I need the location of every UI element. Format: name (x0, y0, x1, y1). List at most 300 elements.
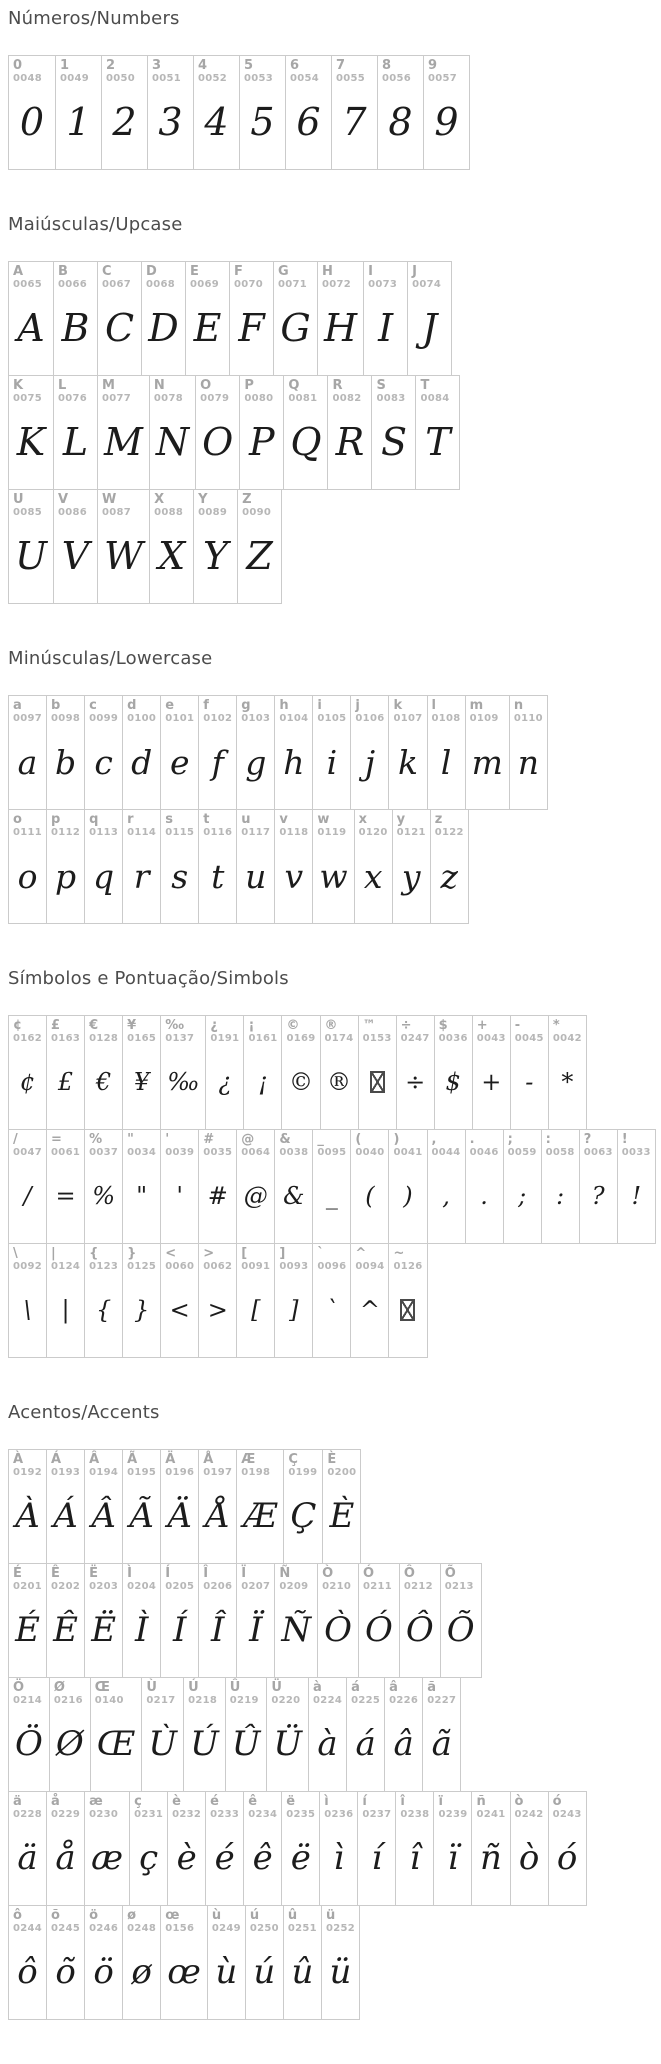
char-glyph-area (275, 839, 312, 923)
char-cell-label: Â (89, 1452, 100, 1467)
char-glyph-area (466, 725, 509, 809)
char-cell-code: 0241 (476, 1809, 506, 1820)
char-glyph-area (542, 1159, 579, 1243)
char-cell-label: É (13, 1566, 22, 1581)
char-cell-head (98, 376, 149, 405)
char-cell-head (161, 1906, 207, 1935)
char-cell-head (123, 1564, 160, 1593)
char-cell (9, 696, 46, 809)
char-cell-head (313, 1130, 350, 1159)
char-glyph: Ê (53, 1610, 78, 1650)
char-cell (49, 1678, 90, 1791)
char-glyph: S (380, 420, 407, 464)
char-cell-code: 0115 (165, 827, 195, 838)
char-cell-label: m (469, 698, 484, 713)
char-cell-code: 0121 (396, 827, 426, 838)
char-cell-label: Ñ (279, 1566, 291, 1581)
char-glyph: ï (447, 1838, 459, 1878)
char-cell-label: £ (51, 1018, 61, 1033)
char-cell (46, 1564, 84, 1677)
char-cell (46, 1244, 84, 1357)
char-cell-head (441, 1564, 481, 1593)
char-cell-head (54, 262, 97, 291)
char-glyph: ¥ (134, 1068, 150, 1096)
char-cell-label: ò (514, 1794, 524, 1809)
char-cell-head (85, 696, 122, 725)
char-glyph-area (416, 405, 459, 489)
char-cell-code: 0246 (89, 1923, 119, 1934)
char-glyph-area (397, 1045, 434, 1129)
char-glyph-area (385, 1707, 422, 1791)
char-cell-label: s (165, 812, 173, 827)
char-cell (84, 1130, 122, 1243)
char-glyph-area (313, 1273, 350, 1357)
char-cell (167, 1792, 205, 1905)
char-glyph-area (423, 1707, 460, 1791)
char-cell-label: v (279, 812, 288, 827)
char-glyph-area (372, 405, 415, 489)
char-cell-label: Z (242, 492, 252, 507)
char-glyph: 8 (388, 100, 413, 144)
char-cell (198, 1130, 236, 1243)
char-cell (358, 1016, 396, 1129)
char-cell-label: w (317, 812, 330, 827)
section-rows (8, 1015, 661, 1358)
char-glyph-area (9, 1479, 46, 1563)
char-cell-label: i (317, 698, 322, 713)
char-glyph: q (93, 856, 115, 896)
char-glyph-area (364, 291, 407, 375)
char-cell-label: f (203, 698, 209, 713)
char-cell (46, 1792, 84, 1905)
char-glyph-area (206, 1045, 243, 1129)
char-cell-head (85, 1016, 122, 1045)
char-cell-code: 0057 (428, 73, 458, 84)
char-cell-head (9, 262, 53, 291)
char-glyph: ( (365, 1182, 375, 1210)
char-glyph: ; (518, 1182, 527, 1210)
char-cell-label: # (203, 1132, 215, 1147)
char-cell-label: À (13, 1452, 24, 1467)
char-cell-head (102, 56, 147, 85)
char-glyph: Q (290, 420, 322, 464)
char-glyph-area (359, 1045, 396, 1129)
char-cell (320, 1016, 358, 1129)
char-glyph: Ø (55, 1724, 84, 1764)
char-cell-code: 0062 (203, 1261, 233, 1272)
char-cell-head (372, 376, 415, 405)
char-glyph-area (85, 1273, 122, 1357)
char-glyph: @ (243, 1182, 268, 1210)
char-cell-label: . (469, 1132, 475, 1147)
char-cell (407, 262, 451, 375)
char-cell-label: Õ (444, 1566, 456, 1581)
char-cell (472, 1016, 510, 1129)
charmap-row (8, 1905, 360, 2020)
char-cell (9, 376, 53, 489)
char-glyph-area (184, 1707, 225, 1791)
char-glyph-area (47, 1273, 84, 1357)
char-cell-head (237, 1130, 274, 1159)
char-glyph-area (161, 1935, 207, 2019)
char-cell-code: 0197 (203, 1467, 233, 1478)
char-glyph-area (351, 1159, 388, 1243)
char-cell-head (196, 376, 239, 405)
char-cell-label: > (203, 1246, 215, 1261)
char-cell (357, 1792, 395, 1905)
char-cell (236, 1130, 274, 1243)
char-cell-label: í (362, 1794, 367, 1809)
char-glyph: ì (333, 1838, 345, 1878)
char-glyph-area (9, 1707, 49, 1791)
char-cell-head (161, 1244, 198, 1273)
char-cell-label: ù (211, 1908, 222, 1923)
char-glyph: " (136, 1182, 148, 1210)
char-glyph: Ù (148, 1724, 178, 1764)
char-cell-code: 0156 (165, 1923, 195, 1934)
char-glyph: W (104, 534, 144, 578)
char-glyph: G (280, 306, 311, 350)
char-cell-code: 0122 (434, 827, 464, 838)
char-cell-head (549, 1792, 586, 1821)
char-cell-head (142, 1678, 183, 1707)
char-glyph-area (199, 1159, 236, 1243)
char-cell-label: D (146, 264, 157, 279)
char-glyph-area (393, 839, 430, 923)
char-cell-code: 0238 (400, 1809, 430, 1820)
char-glyph-area (85, 1821, 129, 1905)
char-cell-code: 0104 (279, 713, 309, 724)
char-glyph-area (351, 725, 388, 809)
char-glyph-area (511, 1821, 548, 1905)
char-cell-label: ì (324, 1794, 329, 1809)
char-glyph: ó (556, 1838, 578, 1878)
char-glyph: / (23, 1182, 32, 1210)
char-cell (509, 696, 547, 809)
char-cell-label: ¡ (248, 1018, 255, 1033)
char-cell-label: Û (229, 1680, 241, 1695)
missing-glyph-icon (370, 1071, 385, 1093)
char-glyph-area (237, 1159, 274, 1243)
char-glyph: £ (57, 1068, 74, 1096)
char-cell-code: 0251 (287, 1923, 317, 1934)
char-glyph-area (267, 1707, 308, 1791)
char-cell-head (206, 1792, 243, 1821)
char-cell (101, 56, 147, 169)
char-cell-head (313, 696, 350, 725)
char-glyph-area (85, 725, 122, 809)
char-cell (317, 262, 363, 375)
char-cell-head (618, 1130, 655, 1159)
charmap-row (8, 375, 460, 490)
char-cell (97, 490, 149, 603)
char-cell-code: 0033 (621, 1147, 651, 1158)
char-glyph: ë (290, 1838, 311, 1878)
char-glyph: b (55, 742, 77, 782)
char-cell-label: t (203, 812, 210, 827)
char-cell (198, 1564, 236, 1677)
char-cell-code: 0063 (583, 1147, 613, 1158)
char-cell (312, 1244, 350, 1357)
char-cell-head (199, 1450, 236, 1479)
char-cell (46, 1016, 84, 1129)
char-cell-head (47, 1792, 84, 1821)
char-cell-head (150, 490, 193, 519)
char-glyph: Ã (129, 1496, 154, 1536)
char-cell-head (199, 1564, 236, 1593)
char-glyph-area (323, 1479, 360, 1563)
char-cell-label: Ü (271, 1680, 282, 1695)
char-cell-head (284, 1450, 322, 1479)
char-cell-code: 0210 (322, 1581, 352, 1592)
char-cell (198, 1450, 236, 1563)
char-glyph-area (313, 839, 353, 923)
char-cell-code: 0065 (13, 279, 43, 290)
char-glyph: j (364, 742, 376, 782)
char-glyph-area (148, 85, 193, 169)
char-glyph-area (9, 291, 53, 375)
char-glyph-area (98, 291, 141, 375)
char-cell-head (351, 1244, 388, 1273)
char-cell-label: K (13, 378, 24, 393)
char-cell-head (275, 1244, 312, 1273)
char-cell-code: 0235 (286, 1809, 316, 1820)
char-cell-code: 0055 (336, 73, 366, 84)
char-glyph: á (355, 1724, 376, 1764)
char-cell-code: 0083 (376, 393, 406, 404)
char-cell-label: Ù (146, 1680, 157, 1695)
char-glyph: [ (251, 1296, 261, 1324)
char-cell-code: 0229 (51, 1809, 81, 1820)
char-cell-code: 0099 (89, 713, 119, 724)
char-cell (53, 376, 97, 489)
char-cell (236, 1244, 274, 1357)
char-cell-label: L (58, 378, 67, 393)
char-cell-head (85, 810, 122, 839)
char-glyph-area (85, 1935, 122, 2019)
char-cell-code: 0041 (393, 1147, 423, 1158)
char-cell-label: õ (51, 1908, 60, 1923)
char-cell-code: 0242 (514, 1809, 544, 1820)
char-cell (207, 1906, 245, 2019)
char-glyph: 1 (66, 100, 91, 144)
char-cell (84, 1906, 122, 2019)
char-glyph: D (148, 306, 179, 350)
char-glyph: B (61, 306, 90, 350)
char-cell-head (85, 1564, 122, 1593)
char-cell-head (186, 262, 229, 291)
char-cell-code: 0074 (412, 279, 442, 290)
char-glyph-area (150, 519, 193, 603)
char-cell (141, 262, 185, 375)
char-cell-head (244, 1792, 281, 1821)
char-cell (9, 490, 53, 603)
char-glyph: T (425, 420, 451, 464)
char-cell-head (148, 56, 193, 85)
char-glyph: h (283, 742, 305, 782)
char-glyph: Ò (324, 1610, 352, 1650)
char-cell-head (473, 1016, 510, 1045)
char-glyph-area (196, 405, 239, 489)
char-glyph: Ñ (281, 1610, 312, 1650)
char-cell-label: ! (621, 1132, 628, 1147)
char-cell (548, 1016, 586, 1129)
section-rows (8, 55, 661, 170)
char-cell (122, 696, 160, 809)
char-cell-head (161, 696, 198, 725)
char-cell-head (286, 56, 331, 85)
char-cell-code: 0050 (106, 73, 136, 84)
char-cell-code: 0094 (355, 1261, 385, 1272)
char-cell (9, 1564, 46, 1677)
char-cell (122, 810, 160, 923)
char-glyph-area (9, 1159, 46, 1243)
char-glyph-area (161, 1479, 198, 1563)
char-cell-head (332, 56, 377, 85)
char-glyph-area (389, 725, 426, 809)
char-cell (245, 1906, 283, 2019)
char-glyph-area (275, 1273, 312, 1357)
char-cell-label: H (322, 264, 333, 279)
char-glyph: Á (53, 1496, 78, 1536)
char-glyph: 9 (434, 100, 459, 144)
char-cell-code: 0034 (127, 1147, 157, 1158)
char-cell-code: 0110 (513, 713, 543, 724)
char-cell (392, 810, 430, 923)
char-cell (321, 1906, 359, 2019)
charmap-row (8, 1791, 587, 1906)
char-cell (312, 696, 350, 809)
char-cell-head (378, 56, 423, 85)
char-glyph-area (549, 1045, 586, 1129)
char-glyph-area (199, 839, 236, 923)
char-glyph: $ (445, 1068, 461, 1096)
char-cell-head (47, 810, 84, 839)
char-cell (97, 376, 149, 489)
char-glyph: î (409, 1838, 421, 1878)
char-glyph: p (55, 856, 77, 896)
char-glyph-area (199, 1273, 236, 1357)
char-glyph: û (291, 1952, 314, 1992)
char-cell-label: ÷ (400, 1018, 412, 1033)
char-cell-head (85, 1130, 122, 1159)
char-cell-label: ; (507, 1132, 513, 1147)
char-cell-label: Œ (94, 1680, 110, 1695)
char-cell (84, 1564, 122, 1677)
char-cell-code: 0120 (358, 827, 388, 838)
char-cell (84, 1244, 122, 1357)
char-glyph: ç (139, 1838, 159, 1878)
char-cell-label: = (51, 1132, 62, 1147)
char-cell-code: 0231 (134, 1809, 164, 1820)
char-glyph-area (47, 1159, 84, 1243)
char-cell-label: Ú (188, 1680, 199, 1695)
char-cell-code: 0077 (102, 393, 132, 404)
char-cell (548, 1792, 586, 1905)
char-glyph-area (194, 519, 237, 603)
char-glyph: a (17, 742, 38, 782)
char-cell-head (161, 1016, 205, 1045)
char-cell-code: 0162 (13, 1033, 43, 1044)
char-glyph-area (351, 1273, 388, 1357)
char-glyph: # (207, 1182, 228, 1210)
char-cell (423, 56, 469, 169)
char-glyph-area (47, 1045, 84, 1129)
char-cell-code: 0218 (188, 1695, 218, 1706)
char-cell (274, 1244, 312, 1357)
char-cell-code: 0214 (13, 1695, 43, 1706)
char-glyph-area (309, 1707, 346, 1791)
char-cell-label: o (13, 812, 22, 827)
char-glyph: y (401, 856, 421, 896)
char-cell-code: 0047 (13, 1147, 43, 1158)
char-cell-head (9, 1564, 46, 1593)
char-glyph: v (284, 856, 304, 896)
char-cell (430, 810, 468, 923)
char-cell-code: 0076 (58, 393, 88, 404)
char-cell-code: 0064 (241, 1147, 271, 1158)
char-cell-label: Î (203, 1566, 209, 1581)
char-cell (350, 1130, 388, 1243)
char-glyph-area (54, 291, 97, 375)
char-glyph: n (517, 742, 540, 782)
char-glyph-area (378, 85, 423, 169)
char-cell (147, 56, 193, 169)
char-cell-code: 0128 (89, 1033, 119, 1044)
char-glyph-area (284, 1935, 321, 2019)
char-cell-head (161, 1130, 198, 1159)
char-cell-head (123, 1016, 160, 1045)
char-cell-code: 0037 (89, 1147, 119, 1158)
char-cell-code: 0161 (248, 1033, 278, 1044)
char-cell-head (85, 1792, 129, 1821)
char-cell-label: ç (134, 1794, 142, 1809)
char-glyph: ã (431, 1724, 452, 1764)
char-glyph: Ü (273, 1724, 303, 1764)
char-glyph-area (9, 1273, 46, 1357)
char-glyph-area (275, 1593, 317, 1677)
char-glyph: t (211, 856, 225, 896)
char-glyph-area (123, 1045, 160, 1129)
char-glyph: ? (591, 1182, 605, 1210)
char-cell-label: á (351, 1680, 360, 1695)
char-cell-code: 0109 (469, 713, 499, 724)
char-glyph: ! (631, 1182, 642, 1210)
char-cell-head (275, 810, 312, 839)
charmap-row (8, 809, 469, 924)
char-cell-label: ñ (476, 1794, 486, 1809)
char-glyph: d (131, 742, 153, 782)
char-cell-label: I (368, 264, 373, 279)
char-glyph: w (319, 856, 348, 896)
char-cell-head (355, 810, 392, 839)
char-cell-code: 0105 (317, 713, 347, 724)
char-cell (198, 1244, 236, 1357)
char-glyph-area (150, 405, 195, 489)
char-cell (160, 1130, 198, 1243)
char-cell-head (54, 376, 97, 405)
char-cell-code: 0207 (241, 1581, 271, 1592)
char-cell-code: 0243 (552, 1809, 582, 1820)
char-cell (185, 262, 229, 375)
char-cell-head (47, 1130, 84, 1159)
char-glyph: ' (176, 1182, 184, 1210)
char-cell-code: 0085 (13, 507, 43, 518)
char-cell-head (9, 1792, 46, 1821)
char-cell-head (123, 1450, 160, 1479)
char-glyph-area (332, 85, 377, 169)
char-cell-code: 0198 (241, 1467, 271, 1478)
